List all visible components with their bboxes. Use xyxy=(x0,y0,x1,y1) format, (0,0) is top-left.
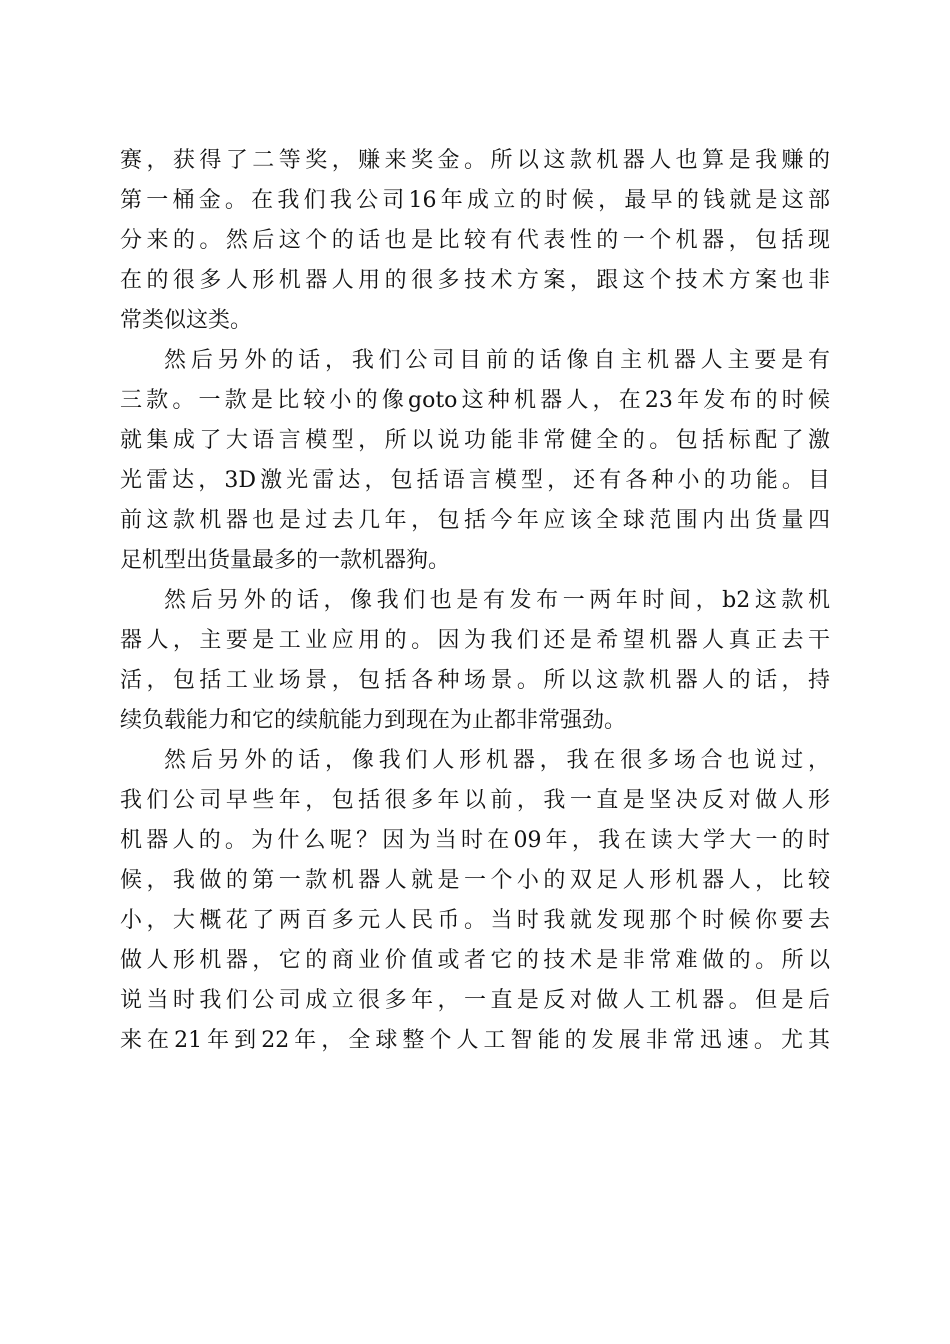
paragraph-3 xyxy=(120,581,830,741)
text-line: 做人形机器，它的商业价值或者它的技术是非常难做的。所以 xyxy=(120,948,830,973)
text-line: 赛，获得了二等奖，赚来奖金。所以这款机器人也算是我赚的 xyxy=(120,148,830,173)
paragraph-1 xyxy=(120,141,830,341)
text-line: 分来的。然后这个的话也是比较有代表性的一个机器，包括现 xyxy=(120,228,830,253)
text-line: 然后另外的话，我们公司目前的话像自主机器人主要是有 xyxy=(164,348,830,373)
paragraph-2 xyxy=(120,341,830,581)
text-line: 然后另外的话，像我们人形机器，我在很多场合也说过， xyxy=(164,748,830,773)
text-line: 在的很多人形机器人用的很多技术方案，跟这个技术方案也非 xyxy=(120,268,830,293)
text-line: 来在21年到22年，全球整个人工智能的发展非常迅速。尤其 xyxy=(120,1028,830,1053)
text-line: 前这款机器也是过去几年，包括今年应该全球范围内出货量四 xyxy=(120,508,830,533)
text-line: 光雷达，3D激光雷达，包括语言模型，还有各种小的功能。目 xyxy=(120,468,830,493)
text-line: 然后另外的话，像我们也是有发布一两年时间，b2这款机 xyxy=(164,588,830,613)
document-body xyxy=(120,141,830,1061)
text-line: 续负载能力和它的续航能力到现在为止都非常强劲。 xyxy=(120,708,627,733)
text-line: 机器人的。为什么呢？因为当时在09年，我在读大学大一的时 xyxy=(120,828,830,853)
paragraph-4 xyxy=(120,741,830,1061)
text-line: 候，我做的第一款机器人就是一个小的双足人形机器人，比较 xyxy=(120,868,830,893)
text-line: 器人，主要是工业应用的。因为我们还是希望机器人真正去干 xyxy=(120,628,830,653)
text-line: 就集成了大语言模型，所以说功能非常健全的。包括标配了激 xyxy=(120,428,830,453)
text-line: 活，包括工业场景，包括各种场景。所以这款机器人的话，持 xyxy=(120,668,830,693)
text-line: 第一桶金。在我们我公司16年成立的时候，最早的钱就是这部 xyxy=(120,188,830,213)
text-line: 说当时我们公司成立很多年，一直是反对做人工机器。但是后 xyxy=(120,988,830,1013)
text-line: 足机型出货量最多的一款机器狗。 xyxy=(120,548,451,573)
text-line: 我们公司早些年，包括很多年以前，我一直是坚决反对做人形 xyxy=(120,788,830,813)
text-line: 三款。一款是比较小的像goto这种机器人，在23年发布的时候 xyxy=(120,388,830,413)
text-line: 常类似这类。 xyxy=(120,308,253,333)
text-line: 小，大概花了两百多元人民币。当时我就发现那个时候你要去 xyxy=(120,908,830,933)
